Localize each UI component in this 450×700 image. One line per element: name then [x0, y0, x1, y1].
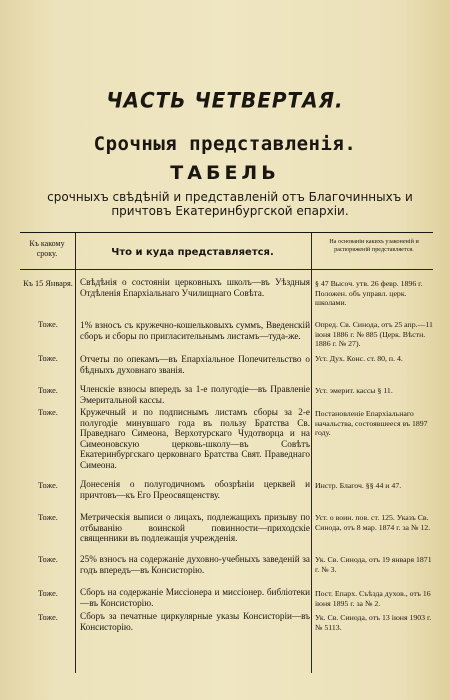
row-date: Тоже. — [38, 589, 58, 598]
main-title: Срочныя представленія. — [93, 133, 357, 155]
row-basis: Уст. о воин. пов. ст. 125. Указъ Св. Синода, отъ 8 мар. 1874 г. за № 12. — [315, 513, 431, 532]
row-basis: Уст. Дух. Конс. ст. 80, п. 4. — [315, 354, 403, 363]
row-date: Тоже. — [38, 386, 58, 395]
row-what: Членскіе взносы впередъ за 1-е полугодіе—въ Правленіе Эмеритальной кассы. — [80, 384, 310, 405]
row-basis: Уст. эмерит. кассы § 11. — [315, 386, 393, 395]
row-what: Сборъ на содержаніе Миссіонера и миссіонер. библіотеки—въ Консисторію. — [80, 587, 310, 608]
column-divider — [75, 233, 76, 673]
sub-title: ТАБЕЛЬ — [170, 162, 280, 184]
row-date: Тоже. — [38, 613, 58, 622]
row-basis: Ук. Св. Синода, отъ 19 января 1871 г. № 3. — [315, 555, 432, 574]
row-date: Къ 15 Января. — [23, 279, 73, 288]
part-title: ЧАСТЬ ЧЕТВЕРТАЯ. — [106, 87, 344, 113]
row-date: Тоже. — [38, 555, 58, 564]
row-basis: § 47 Высоч. утв. 26 февр. 1896 г. Положен. объ управл. церк. школами. — [315, 279, 423, 307]
row-what: Сборъ за печатные циркулярные указы Консисторіи—въ Консисторію. — [80, 611, 310, 632]
row-basis: Ук. Св. Синода, отъ 13 іюня 1903 г. № 5113. — [315, 613, 432, 632]
row-basis: Пост. Епарх. Съѣзда духов., отъ 16 іюня 1895 г. за № 2. — [315, 589, 431, 608]
table-description: срочныхъ свѣдѣній и представленій отъ Благочинныхъ и причтовъ Екатеринбургской епархіи. — [47, 190, 413, 218]
schedule-table — [20, 232, 433, 673]
row-what: Отчеты по опекамъ—въ Епархіальное Попечительство о бѣдныхъ духовнаго званія. — [80, 354, 310, 375]
row-date: Тоже. — [38, 481, 58, 490]
row-date: Тоже. — [38, 354, 58, 363]
header-what: Что и куда представляется. — [111, 247, 274, 258]
header-divider — [20, 269, 433, 270]
header-date: Къ какому сроку. — [29, 239, 65, 258]
row-what: Кружечный и по подписнымъ листамъ сборы за 2-е полугодіе минувшаго года въ пользу Братства Св. Праведнаго Симеона, Верхотурскаго Чудотворца и на Симеоновскую церковь-школу—въ Совѣтъ Екатеринбургскаго церковнаго Братства Свят. Праведнаго Симеона. — [80, 407, 310, 470]
header-basis: На основаніи какихъ узаконеній и распоряженій представляется. — [329, 238, 419, 253]
row-what: 1% взносъ съ кружечно-кошельковыхъ суммъ, Введенскій сборъ и сборы по пригласительнымъ листамъ—туда-же. — [80, 320, 310, 341]
row-what: Метрическія выписи о лицахъ, подлежащихъ призыву по отбыванію воинской повинности—приходскіе священники въ подлежащія учрежденія. — [80, 512, 310, 543]
row-what: 25% взносъ на содержаніе духовно-учебныхъ заведеній за годъ впередъ—въ Консисторію. — [80, 554, 310, 575]
row-date: Тоже. — [38, 513, 58, 522]
row-basis: Опред. Св. Синода, отъ 25 апр.—11 іюня 1886 г. № 885 (Церк. Вѣстн. 1886 г. № 27). — [315, 320, 433, 348]
row-date: Тоже. — [38, 320, 58, 329]
column-divider — [311, 233, 312, 673]
row-basis: Постановленіе Епархіальнаго начальства, состоявшееся въ 1897 году. — [315, 409, 428, 437]
row-what: Свѣдѣнія о состояніи церковныхъ школъ—въ Уѣздныя Отдѣленія Епархіальнаго Училищнаго Совѣта. — [80, 277, 310, 298]
row-date: Тоже. — [38, 408, 58, 417]
row-what: Донесенія о полугодичномъ обозрѣніи церквей и причтовъ—къ Его Преосвященству. — [80, 479, 310, 500]
row-basis: Инстр. Благоч. §§ 44 и 47. — [315, 481, 402, 490]
